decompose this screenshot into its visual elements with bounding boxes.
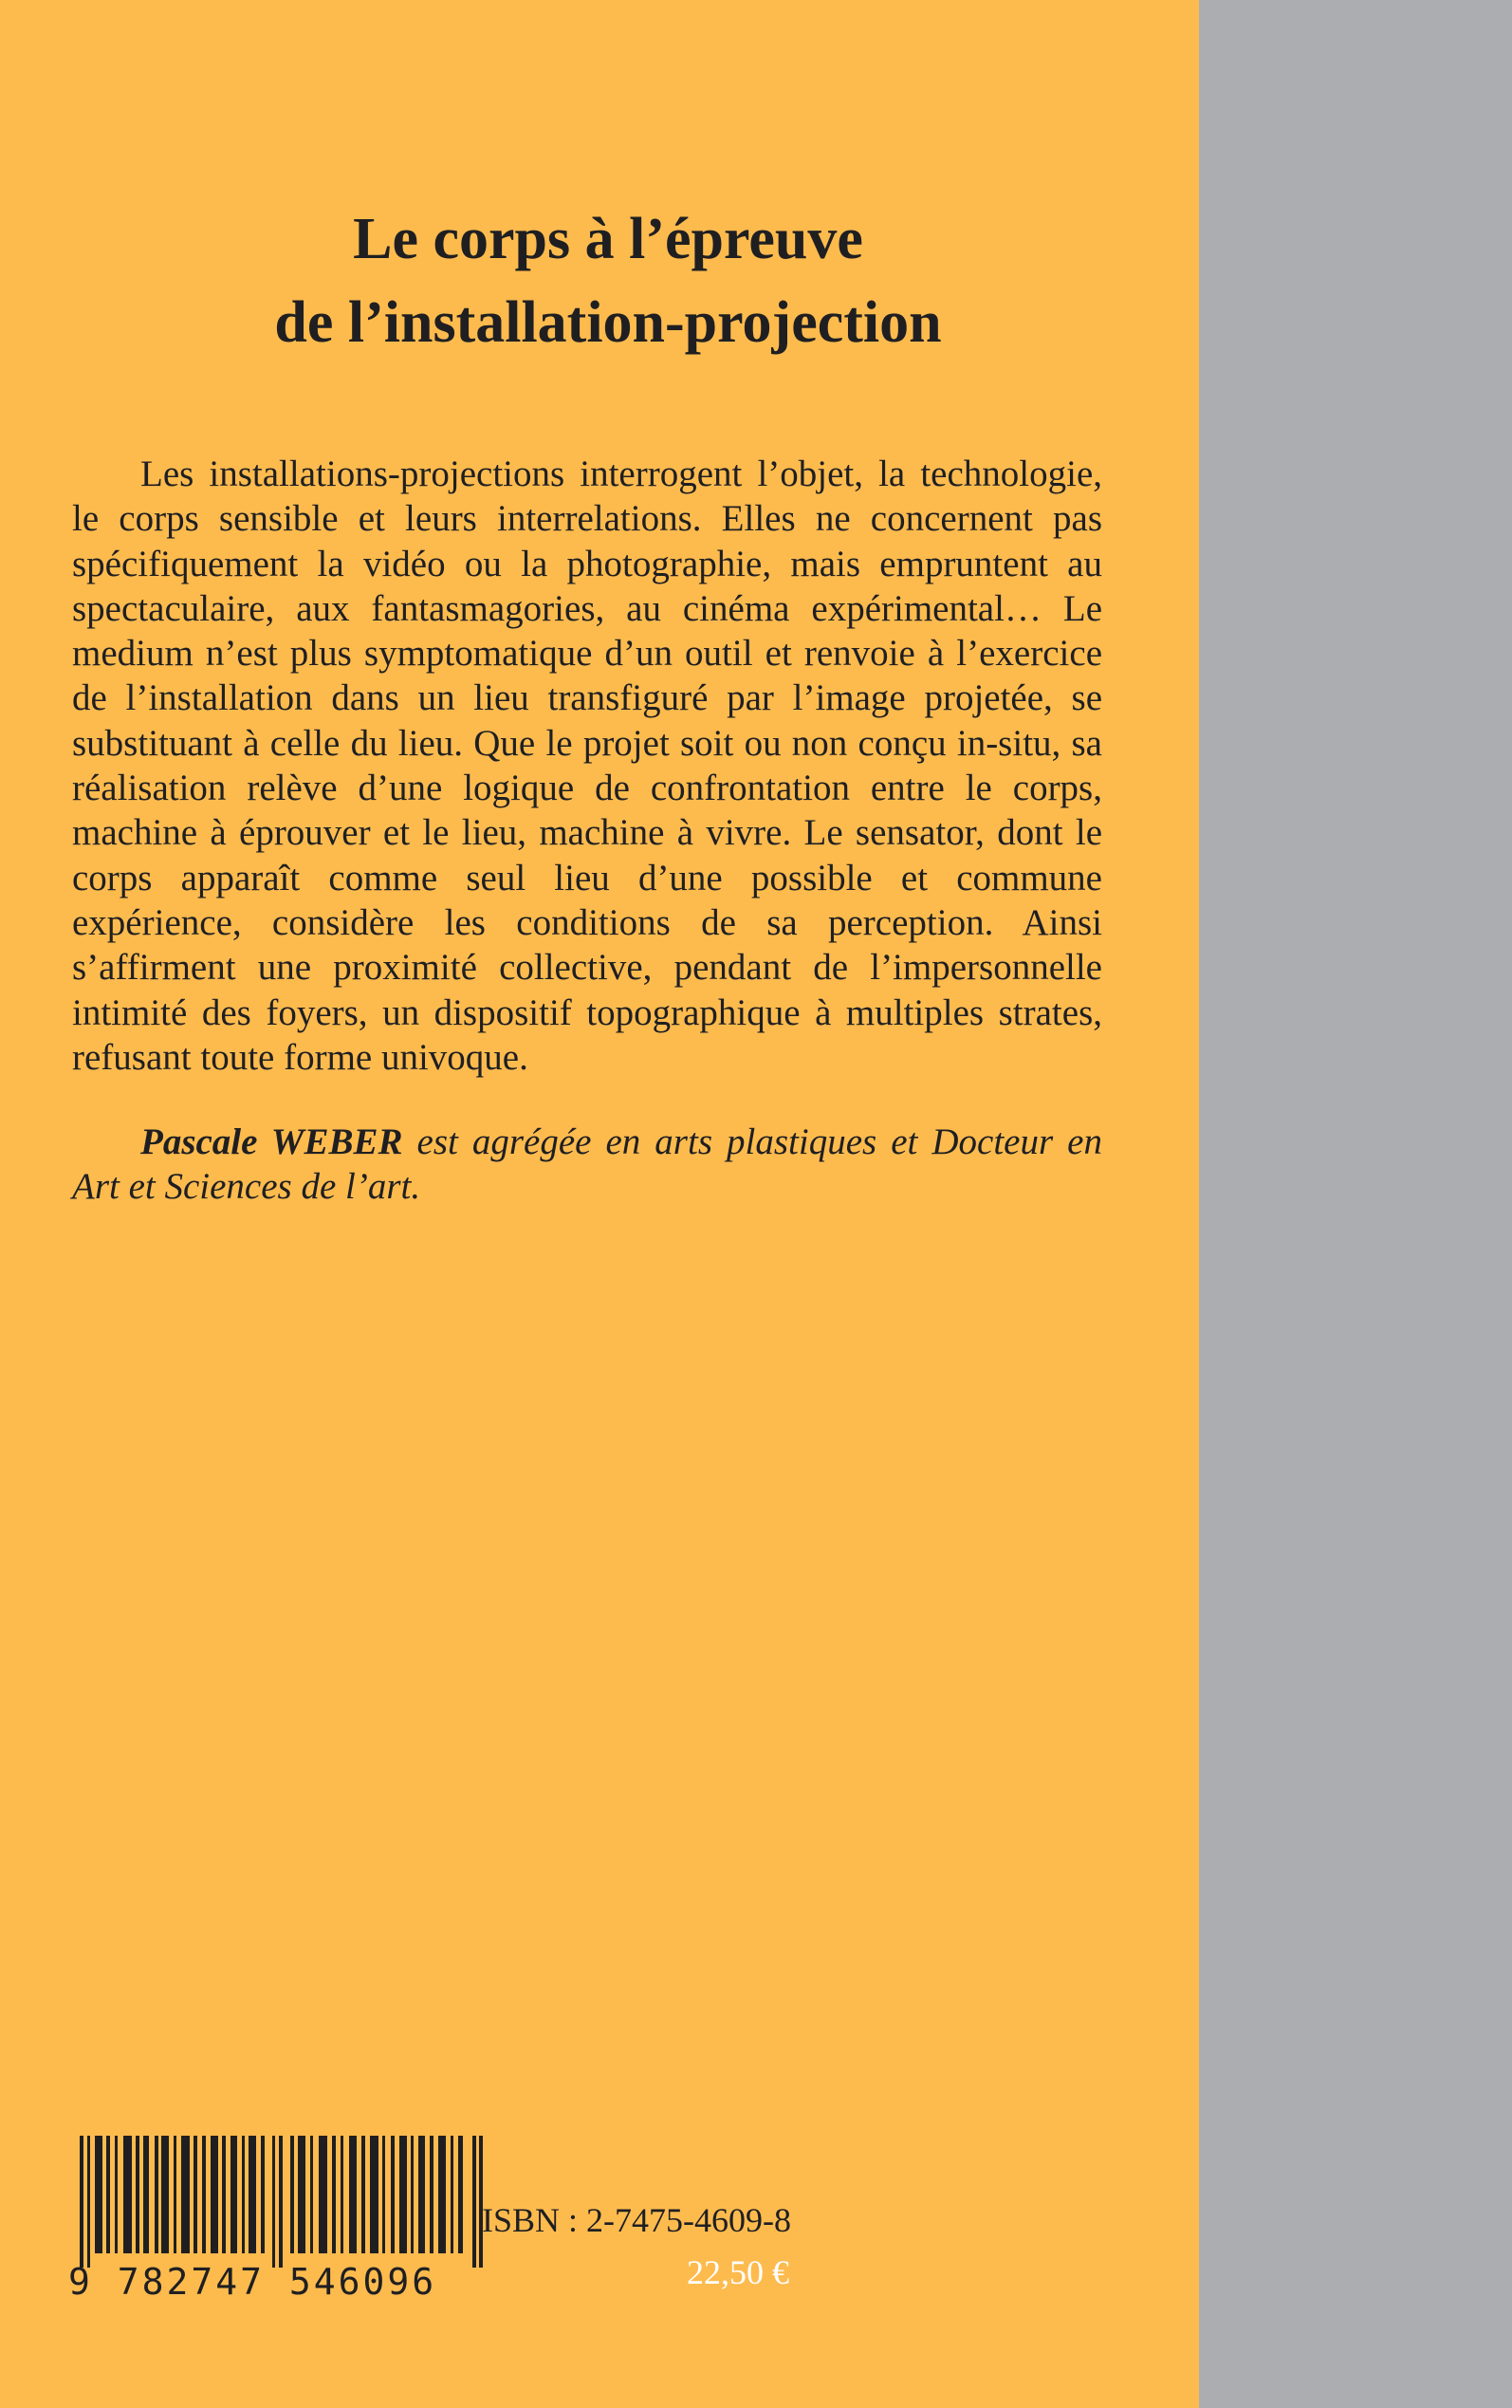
barcode <box>68 2136 495 2305</box>
author-note <box>72 1120 1102 1210</box>
book-title <box>0 197 1199 364</box>
gray-spine-strip <box>1199 0 1512 2408</box>
title-line-1: Le corps à l’épreuve <box>353 207 863 271</box>
barcode-digits: 9 782747 546096 <box>68 2261 437 2303</box>
book-description: Les installations-projections interrogent l’objet, la technologie, le corps sensible et leurs interrelations. Elles ne concernent pas spécifiquement la vidéo ou la photographie, mais empruntent au spectaculaire, aux fantasmagories, au cinéma expérimental… Le medium n’est plus symptomatique d’un outil et renvoie à l’exercice de l’installation dans un lieu transfiguré par l’image projetée, se substituant à celle du lieu. Que le projet soit ou non conçu in-situ, sa réalisation relève d’une logique de confrontation entre le corps, machine à éprouver et le lieu, machine à vivre. Le sensator, dont le corps apparaît comme seul lieu d’une possible et commune expérience, considère les conditions de sa perception. Ainsi s’affirment une proximité collective, pendant de l’impersonnelle intimité des foyers, un dispositif topographique à multiples strates, refusant toute forme univoque. <box>72 454 1102 1078</box>
author-name: Pascale WEBER <box>140 1121 403 1162</box>
isbn: ISBN : 2-7475-4609-8 <box>482 2201 791 2239</box>
title-line-2: de l’installation-projection <box>274 290 942 355</box>
price: 22,50 € <box>687 2253 789 2291</box>
author-bio: est agrégée en arts plastiques et Docteur en Art et Sciences de l’art. <box>72 1121 1102 1208</box>
